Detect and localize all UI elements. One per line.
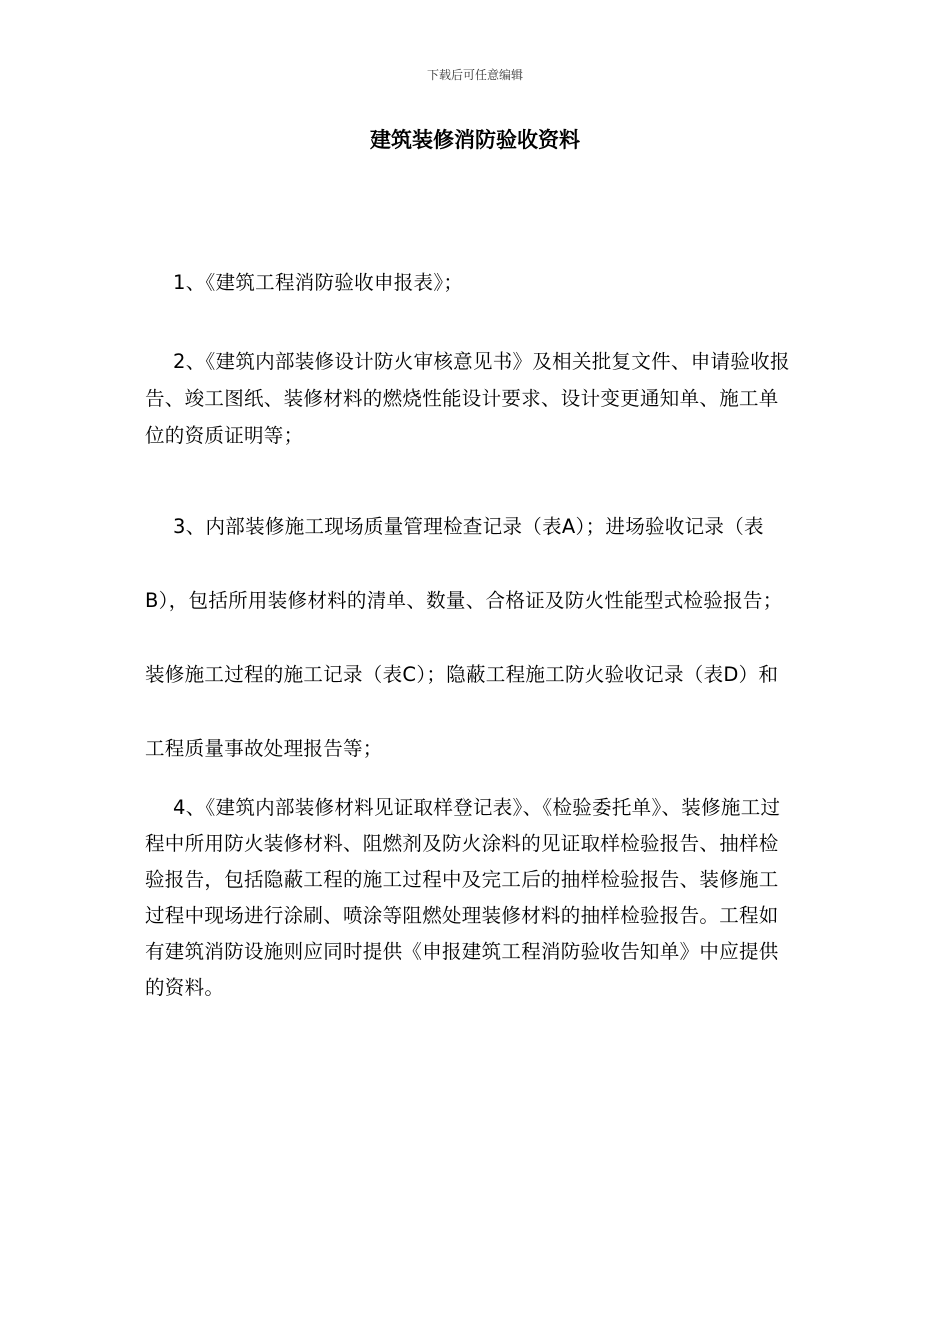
list-item-3: 3、内部装修施工现场质量管理检查记录（表A）；进场验收记录（表B），包括所用装修材料的清单、数量、合格证及防火性能型式检验报告；装修施工过程的施工记录（表C）；隐蔽工程施工防火验收记录（表D）和工程质量事故处理报告等； bbox=[145, 515, 783, 760]
list-item-1: 1、《建筑工程消防验收申报表》； bbox=[173, 271, 464, 294]
list-item-2: 2、《建筑内部装修设计防火审核意见书》及相关批复文件、申请验收报告、竣工图纸、装修材料的燃烧性能设计要求、设计变更通知单、施工单位的资质证明等； bbox=[145, 350, 790, 447]
list-item-4: 4、《建筑内部装修材料见证取样登记表》、《检验委托单》、装修施工过程中所用防火装修材料、阻燃剂及防火涂料的见证取样检验报告、抽样检验报告，包括隐蔽工程的施工过程中及完工后的抽样检验报告、装修施工过程中现场进行涂刷、喷涂等阻燃处理装修材料的抽样检验报告。工程如有建筑消防设施则应同时提供《申报建筑工程消防验收告知单》中应提供的资料。 bbox=[145, 796, 781, 999]
header-note: 下载后可任意编辑 bbox=[426, 68, 523, 82]
document-title: 建筑装修消防验收资料 bbox=[370, 128, 580, 152]
